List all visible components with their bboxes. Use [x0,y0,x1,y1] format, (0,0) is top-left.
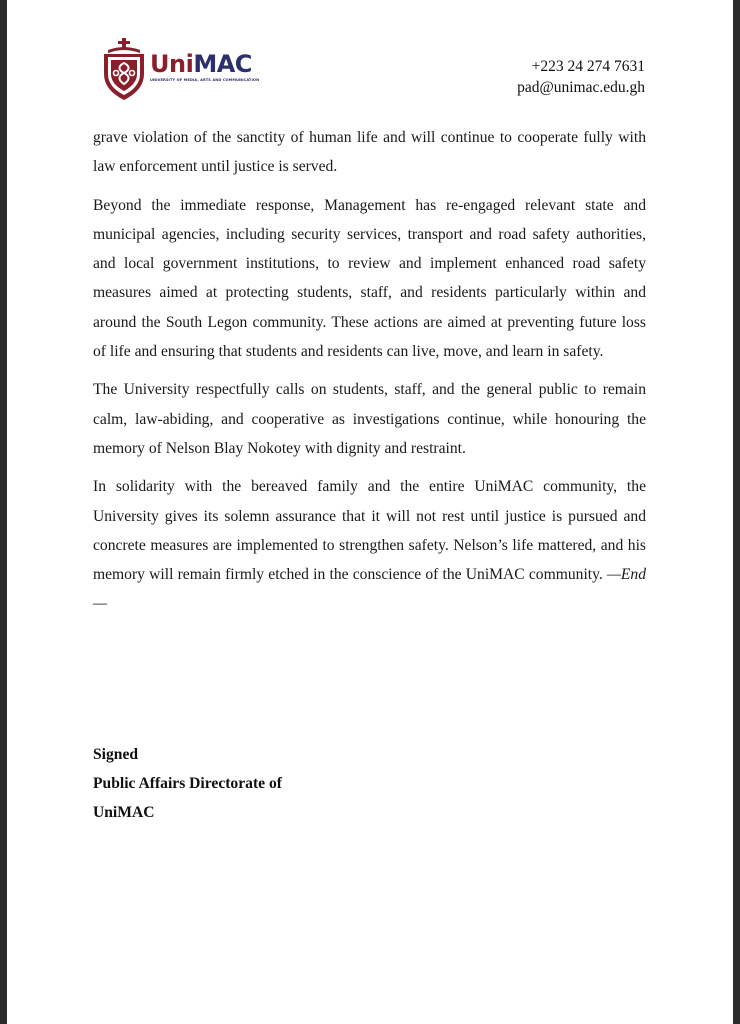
contact-info [517,56,645,98]
paragraph: Beyond the immediate response, Management has re-engaged relevant state and municipal agencies, including security services, transport and road safety authorities, and local government institutions, to review and implement enhanced road safety measures aimed at protecting students, staff, and residents particularly within and around the South Legon community. These actions are aimed at preventing future loss of life and ensuring that students and residents can live, move, and learn in safety. [93,196,646,361]
paragraph-final [93,472,646,618]
crest-icon [100,38,148,102]
paragraph: grave violation of the sanctity of human life and will continue to cooperate fully with law enforcement until justice is served. [93,129,646,176]
statement-body [93,123,646,628]
logo-tagline: UNIVERSITY OF MEDIA, ARTS AND COMMUNICATION [150,78,260,82]
signed-label: Signed [93,746,139,763]
signoff-block [93,740,282,827]
logo-wordmark: UniMAC [150,50,252,78]
email-address: pad@unimac.edu.gh [517,79,645,96]
unimac-logo [100,38,280,102]
end-marker: —End— [93,566,646,613]
paragraph-text: In solidarity with the bereaved family and the entire UniMAC community, the University gives its solemn assurance that it will not rest until justice is pursued and concrete measures are implemented to strengthen safety. Nelson’s life mattered, and his memory will remain firmly etched in the conscience of the UniMAC community. [93,478,646,584]
paragraph: The University respectfully calls on students, staff, and the general public to remain calm, law-abiding, and cooperative as investigations continue, while honouring the memory of Nelson Blay Nokotey with dignity and restraint. [93,381,646,457]
signatory-directorate: Public Affairs Directorate of [93,775,282,792]
document-page [7,0,733,1024]
signatory-institution: UniMAC [93,804,155,821]
phone-number: +223 24 274 7631 [531,58,645,75]
